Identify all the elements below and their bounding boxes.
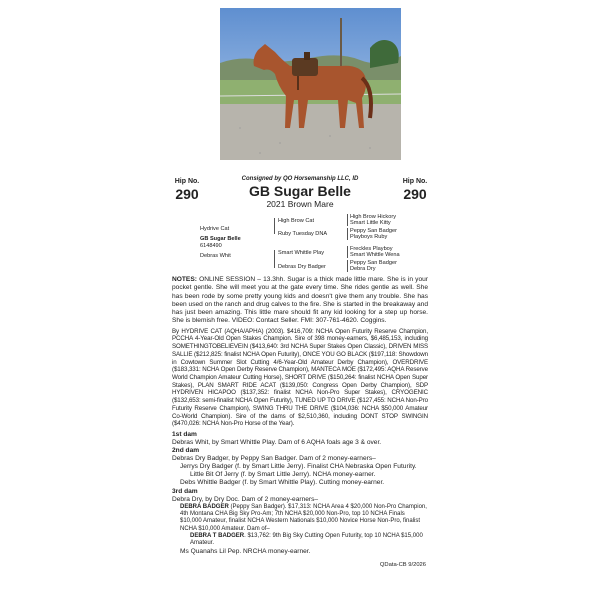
third-dam-foal-record: (Peppy San Badger). $17,313: NCHA Area 4 $20,000 Non-Pro Champion, 4th Montana CHA Big Sky Pro-Am; 7th NCHA $20,000 Non-Pro, top 10 NCHA Finals $10,000 Amateur, finalist NCHA Western Nationals $10,000 Novice Horse Non-Pro, finalist NCHA $10,000 Amateur. Dam of– xyxy=(180,503,427,532)
second-dam-foal-note: Little Bit Of Jerry (f. by Smart Little Jerry). NCHA money-earner. xyxy=(190,471,376,479)
horse-name: GB Sugar Belle xyxy=(249,183,351,199)
horse-photo xyxy=(220,8,401,160)
ped-sire: Hydrive Cat xyxy=(200,226,230,232)
second-dam-text: Debras Dry Badger, by Peppy San Badger. Dam of 2 money-earners– xyxy=(172,455,376,463)
third-dam-foal: Ms Quanahs Lil Pep. NRCHA money-earner. xyxy=(180,547,311,555)
ped-ddd: Debra Dry xyxy=(350,266,376,272)
hip-label-right: Hip No. xyxy=(402,178,428,185)
hip-right xyxy=(400,178,430,202)
first-dam-heading: 1st dam xyxy=(172,430,197,438)
notes-paragraph xyxy=(172,276,428,326)
ped-ds: Smart Whittle Play xyxy=(278,250,325,256)
second-dam-heading: 2nd dam xyxy=(172,447,200,455)
ped-bracket xyxy=(347,246,348,258)
third-dam-grandfoal-name: DEBRA T BADGER xyxy=(190,532,245,539)
third-dam-heading: 3rd dam xyxy=(172,487,198,495)
ped-dsd: Smart Whittle Wena xyxy=(350,252,400,258)
consignor: Consigned by QO Horsemanship LLC, ID xyxy=(241,176,359,182)
third-dam-grandfoal-record: . $13,762: 9th Big Sky Cutting Open Futurity, top 10 NCHA $15,000 Amateur. xyxy=(190,532,423,547)
hip-number-left: 290 xyxy=(175,186,199,202)
catalog-page xyxy=(172,172,429,568)
catalog-header xyxy=(172,172,428,209)
pedigree-chart xyxy=(172,214,428,276)
ped-sds: Peppy San Badger xyxy=(350,228,397,234)
ped-dss: Freckles Playboy xyxy=(350,246,393,252)
ped-ssd: Smart Little Kitty xyxy=(350,220,391,226)
first-dam-text: Debras Whit, by Smart Whittle Play. Dam of 6 AQHA foals age 3 & over. xyxy=(172,439,382,447)
notes-label: NOTES: xyxy=(172,276,197,283)
hip-label-left: Hip No. xyxy=(174,178,200,185)
female-family xyxy=(172,431,428,556)
notes-text: ONLINE SESSION – 13.3hh. Sugar is a thick made little mare. She is in your pocket gentle. She will meet you at the gate every time. She rides gentle as well. She has been rode by some pretty young kids and doesn't give them any trouble. She has been used on the ranch and drug calves to the fire. She is started in the breakaway and has just been amazing. This little mare should fit any kid looking for a step up horse. She is blemish free. VIDEO: Contact Seller. FMI: 307-761-4620. Coggins. xyxy=(172,276,428,325)
ped-bracket xyxy=(347,228,348,240)
third-dam-grandfoal xyxy=(172,533,428,548)
ped-bracket xyxy=(274,218,275,234)
ped-dds: Peppy San Badger xyxy=(350,260,397,266)
ped-sd: Ruby Tuesday DNA xyxy=(278,231,328,237)
ped-bracket xyxy=(347,214,348,226)
ped-bracket xyxy=(347,260,348,272)
footer-code: QData-CB 9/2026 xyxy=(379,561,426,568)
ped-sdd: Playboys Ruby xyxy=(350,234,388,240)
ped-dam: Debras Whit xyxy=(200,253,231,259)
ped-reg-no: 6148490 xyxy=(200,243,222,249)
third-dam-foal xyxy=(172,504,428,533)
ped-ss: High Brow Cat xyxy=(278,218,315,224)
third-dam-foal-name: DEBRA BADGER xyxy=(180,503,229,510)
ped-bracket xyxy=(274,250,275,268)
ped-dd: Debras Dry Badger xyxy=(278,264,326,270)
horse-subtitle: 2021 Brown Mare xyxy=(266,199,334,209)
second-dam-foal: Debs Whittle Badger (f. by Smart Whittle Play). Cutting money-earner. xyxy=(180,479,385,487)
horse-photo-image xyxy=(220,8,401,160)
sire-report: By HYDRIVE CAT (AQHA/APHA) (2003). $416,709: NCHA Open Futurity Reserve Champion, PCCHA 4-Year-Old Open Stakes Champion. Sire of 398 money-earners, $6,485,153, including SOMETHINGTOBELIEVEIN ($413,640: 3rd NCHA Super Stakes Open Classic), DRIVEN MISS SALLIE ($212,825: finalist NCHA Open Futurity), ONCE YOU GO BLACK ($197,118: Showdown in Cowtown Summer Slot Cutting 4/6-Year-Old Amateur Derby Champion), OVERDRIVE ($183,331: NCHA Open Derby Reserve Champion), MANTECA MOE ($172,495: AQHA Reserve World Champion Amateur Cutting Horse), SHORT DRIVE ($150,264: finalist NCHA Open Super Stakes), PLAN SMART RIDE ACAT ($139,050: Congress Open Derby Champion), SDP HYDRIVEN HICAPOO ($137,352: finalist NCHA Non-Pro Super Stakes), CRYOGENIC ($132,653: semi-finalist NCHA Open Futurity), TUNED UP TO DRIVE ($127,455: NCHA Non-Pro Futurity Reserve Champion), SWING THRU THE DRIVE ($104,036: NCHA $50,000 Amateur Co-World Champion). Sire of the dams of $2,510,360, including DONT STOP SWINGIN ($470,026: NCHA Non-Pro Horse of the Year). xyxy=(172,327,429,428)
second-dam-foal: Jerrys Dry Badger (f. by Smart Little Jerry). Finalist CHA Nebraska Open Futurity. xyxy=(180,463,417,471)
third-dam-text: Debra Dry, by Dry Doc. Dam of 2 money-earners– xyxy=(172,495,319,503)
hip-number-right: 290 xyxy=(403,186,427,202)
ped-sss: High Brow Hickory xyxy=(350,214,397,220)
ped-subject: GB Sugar Belle xyxy=(200,236,241,242)
